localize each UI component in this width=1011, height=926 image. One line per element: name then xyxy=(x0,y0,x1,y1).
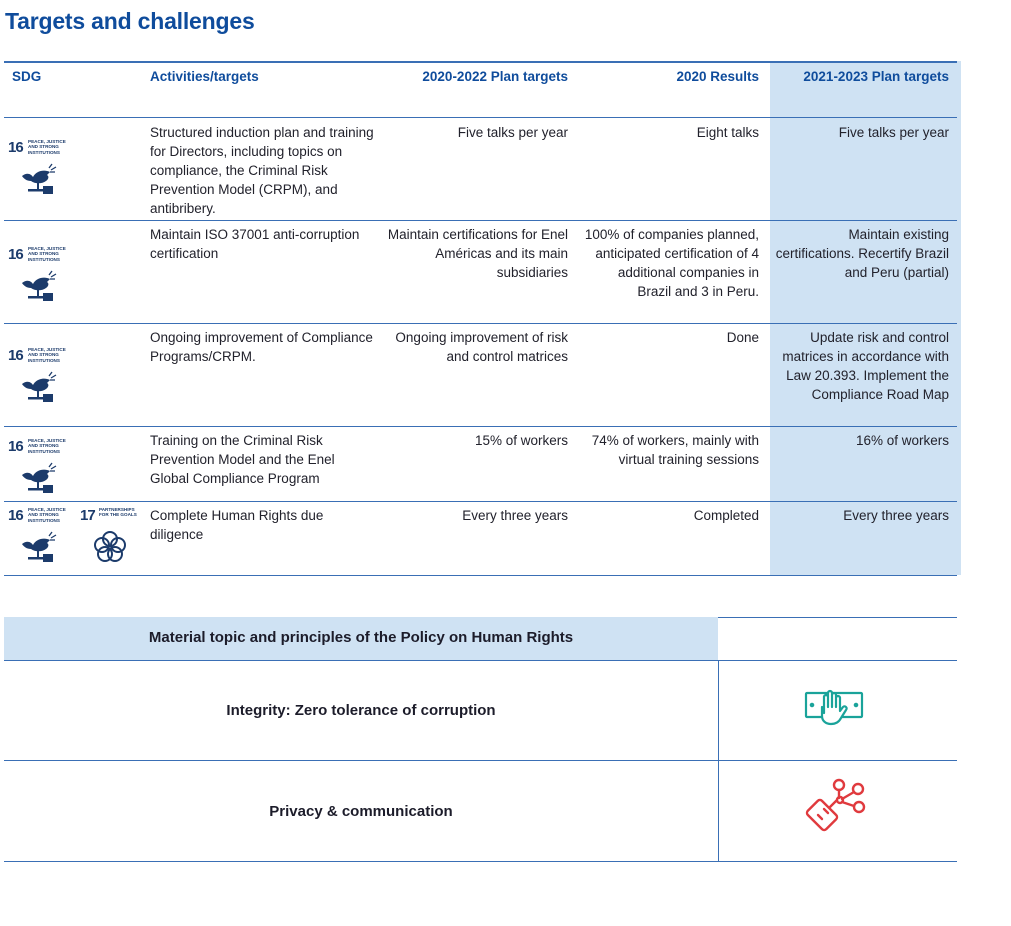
plan-text: Ongoing improvement of risk and control matrices xyxy=(395,330,568,364)
sdg16-icon: 16 PEACE, JUSTICE AND STRONG INSTITUTIONS xyxy=(4,416,66,496)
activity-text: Structured induction plan and training for Directors, including topics on compliance, the Criminal Risk Prevention Model (CRPM), and antibribery. xyxy=(150,125,374,216)
table-row xyxy=(4,117,957,220)
activity-text: Ongoing improvement of Compliance Programs/CRPM. xyxy=(150,330,373,364)
mt-header-rule xyxy=(4,660,957,661)
topic-privacy: Privacy & communication xyxy=(269,803,453,820)
activity-text: Complete Human Rights due diligence xyxy=(150,508,324,542)
new-plan-text: Five talks per year xyxy=(838,125,949,140)
table-row xyxy=(4,501,957,575)
sdg17-icon: 17 PARTNERSHIPS FOR THE GOALS xyxy=(77,501,139,581)
new-plan-text: Maintain existing certifications. Recertify Brazil and Peru (partial) xyxy=(775,227,949,280)
plan-text: Five talks per year xyxy=(457,125,568,140)
header-plan: 2020-2022 Plan targets xyxy=(422,69,568,84)
mt-row-rule xyxy=(4,760,957,761)
result-text: 100% of companies planned, anticipated certification of 4 additional companies in Brazil and 3 in Peru. xyxy=(584,227,759,299)
result-text: Eight talks xyxy=(696,125,759,140)
privacy-key-network-icon xyxy=(804,774,872,845)
sdg16-icon: 16 PEACE, JUSTICE AND STRONG INSTITUTIONS xyxy=(4,485,66,565)
topic-integrity: Integrity: Zero tolerance of corruption xyxy=(226,702,496,719)
plan-text: Maintain certifications for Enel Américas and its main subsidiaries xyxy=(387,227,568,280)
activity-text: Training on the Criminal Risk Prevention Model and the Enel Global Compliance Program xyxy=(150,433,335,486)
plan-text: 15% of workers xyxy=(474,433,568,448)
result-text: 74% of workers, mainly with virtual training sessions xyxy=(591,433,759,467)
table-bottom-rule xyxy=(4,575,957,576)
result-text: Completed xyxy=(693,508,759,523)
activity-text: Maintain ISO 37001 anti-corruption certification xyxy=(150,227,360,261)
table-row xyxy=(4,220,957,323)
table-row xyxy=(4,426,957,501)
new-plan-text: Update risk and control matrices in accordance with Law 20.393. Implement the Compliance Road Map xyxy=(782,330,949,402)
table-top-rule xyxy=(4,61,957,63)
result-text: Done xyxy=(726,330,759,345)
hand-stop-money-icon xyxy=(804,687,866,734)
header-results: 2020 Results xyxy=(676,69,759,84)
header-new-plan: 2021-2023 Plan targets xyxy=(803,69,949,84)
page-title: Targets and challenges xyxy=(5,8,255,34)
plan-text: Every three years xyxy=(462,508,568,523)
sdg16-icon: 16 PEACE, JUSTICE AND STRONG INSTITUTIONS xyxy=(4,325,66,405)
sdg16-icon: 16 PEACE, JUSTICE AND STRONG INSTITUTIONS xyxy=(4,224,66,304)
new-plan-text: Every three years xyxy=(843,508,949,523)
sdg16-icon: 16 PEACE, JUSTICE AND STRONG INSTITUTIONS xyxy=(4,117,66,197)
new-plan-text: 16% of workers xyxy=(855,433,949,448)
material-topics-table xyxy=(4,617,957,862)
table-row xyxy=(4,323,957,426)
mt-bottom-rule xyxy=(4,861,957,862)
mt-header: Material topic and principles of the Policy on Human Rights xyxy=(148,629,574,646)
header-activities: Activities/targets xyxy=(150,69,259,84)
header-sdg: SDG xyxy=(12,69,42,84)
